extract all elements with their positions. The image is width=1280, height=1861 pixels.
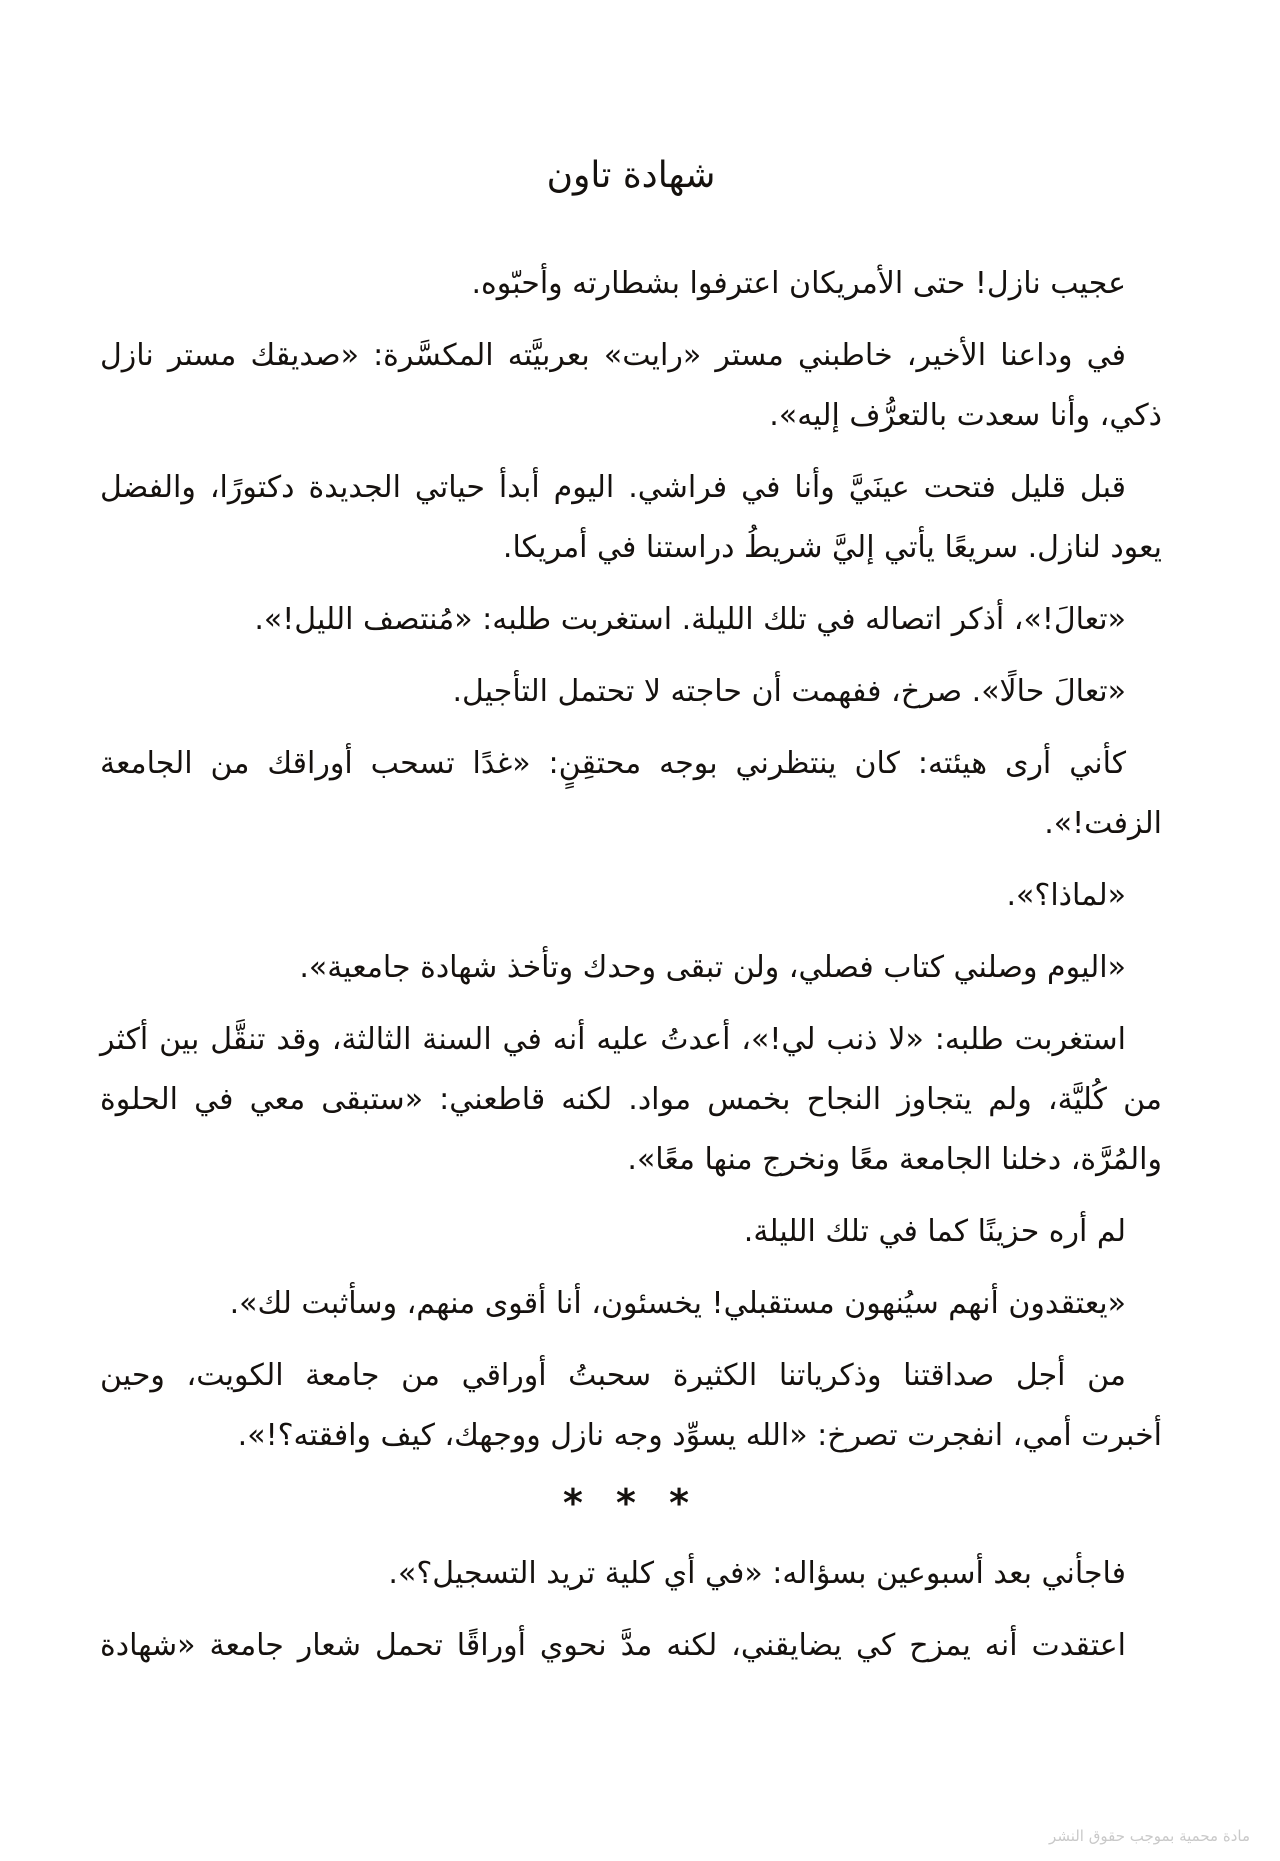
paragraph <box>100 734 1162 854</box>
text-line: الزفت!». <box>1044 806 1162 841</box>
section-separator: * * * <box>562 1481 700 1525</box>
paragraph <box>100 662 1162 722</box>
paragraph <box>100 938 1162 998</box>
text-line: ذكي، وأنا سعدت بالتعرُّف إليه». <box>769 398 1162 433</box>
text-line: لم أره حزينًا كما في تلك الليلة. <box>743 1214 1126 1249</box>
text-line: «لماذا؟». <box>1006 878 1126 913</box>
text-line: أخبرت أمي، انفجرت تصرخ: «الله يسوِّد وجه نازل ووجهك، كيف وافقته؟!». <box>237 1418 1162 1453</box>
paragraph <box>100 1010 1162 1190</box>
text-line: من كُليَّة، ولم يتجاوز النجاح بخمس مواد. لكنه قاطعني: «ستبقى معي في الحلوة <box>100 1082 1162 1117</box>
chapter-title: شهادة تاون <box>546 155 716 196</box>
paragraph <box>100 1202 1162 1262</box>
text-line: من أجل صداقتنا وذكرياتنا الكثيرة سحبتُ أوراقي من جامعة الكويت، وحين <box>100 1358 1126 1393</box>
paragraph <box>100 1346 1162 1466</box>
text-line: «يعتقدون أنهم سيُنهون مستقبلي! يخسئون، أنا أقوى منهم، وسأثبت لك». <box>229 1286 1126 1321</box>
text-line: والمُرَّة، دخلنا الجامعة معًا ونخرج منها معًا». <box>627 1142 1162 1177</box>
paragraph <box>100 1274 1162 1334</box>
paragraph <box>100 326 1162 446</box>
text-line: «تعالَ حالًا». صرخ، ففهمت أن حاجته لا تحتمل التأجيل. <box>452 674 1126 709</box>
paragraph <box>100 458 1162 578</box>
text-line: كأني أرى هيئته: كان ينتظرني بوجه محتقِنٍ: «غدًا تسحب أوراقك من الجامعة <box>100 746 1126 781</box>
text-line: اعتقدت أنه يمزح كي يضايقني، لكنه مدَّ نحوي أوراقًا تحمل شعار جامعة «شهادة <box>100 1628 1126 1663</box>
paragraph <box>100 1544 1162 1604</box>
text-line: قبل قليل فتحت عينَيَّ وأنا في فراشي. اليوم أبدأ حياتي الجديدة دكتورًا، والفضل <box>100 470 1126 505</box>
paragraph <box>100 1616 1162 1676</box>
paragraph <box>100 590 1162 650</box>
text-line: فاجأني بعد أسبوعين بسؤاله: «في أي كلية تريد التسجيل؟». <box>388 1556 1126 1591</box>
paragraph <box>100 254 1162 314</box>
copyright-watermark: مادة محمية بموجب حقوق النشر <box>1049 1827 1250 1845</box>
text-line: استغربت طلبه: «لا ذنب لي!»، أعدتُ عليه أنه في السنة الثالثة، وقد تنقَّل بين أكثر <box>100 1022 1126 1057</box>
text-line: في وداعنا الأخير، خاطبني مستر «رايت» بعربيَّته المكسَّرة: «صديقك مستر نازل <box>100 338 1126 373</box>
paragraph <box>100 866 1162 926</box>
text-line: يعود لنازل. سريعًا يأتي إليَّ شريطُ دراستنا في أمريكا. <box>502 530 1162 565</box>
text-line: «تعالَ!»، أذكر اتصاله في تلك الليلة. استغربت طلبه: «مُنتصف الليل!». <box>254 602 1126 637</box>
text-line: عجيب نازل! حتى الأمريكان اعترفوا بشطارته وأحبّوه. <box>471 266 1126 301</box>
text-line: «اليوم وصلني كتاب فصلي، ولن تبقى وحدك وتأخذ شهادة جامعية». <box>299 950 1126 985</box>
